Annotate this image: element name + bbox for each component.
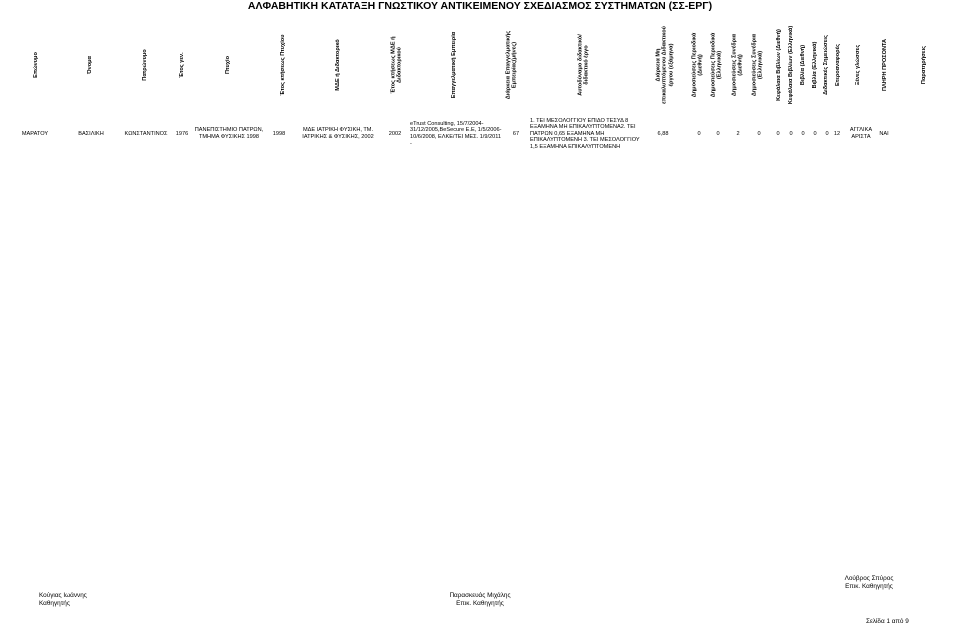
column-header-label: Δημοσιεύσεις Συνέδρια (Ελληνικά) <box>751 33 764 97</box>
cell-chapters-gr: 0 <box>789 130 793 137</box>
cell-citations: 12 <box>833 130 841 137</box>
cell-books-int: 0 <box>801 130 805 137</box>
cell-pub-conf-int: 2 <box>736 130 740 137</box>
signature-center-role: Επικ. Καθηγητής <box>456 600 504 607</box>
cell-degree: ΠΑΝΕΠΙΣΤΗΜΙΟ ΠΑΤΡΩΝ, ΤΜΗΜΑ ΦΥΣΙΚΗΣ 1998 <box>194 127 264 140</box>
column-header-label: Έτος γεν. <box>178 52 185 78</box>
column-header-label: Βιβλία (Ελληνικά) <box>811 41 818 89</box>
column-header <box>208 14 248 116</box>
cell-surname: ΜΑΡΑΤΟΥ <box>21 130 49 137</box>
column-header-label: Κεφάλαια Βιβλίων (Ελληνικά) <box>787 25 794 105</box>
signature-right <box>824 575 914 591</box>
column-header <box>904 14 944 116</box>
table-row <box>0 117 960 151</box>
column-header-label: Ξένες γλώσσες <box>854 44 861 86</box>
cell-pub-journals-int: 0 <box>697 130 701 137</box>
page-title: ΑΛΦΑΒΗΤΙΚΗ ΚΑΤΑΤΑΞΗ ΓΝΩΣΤΙΚΟΥ ΑΝΤΙΚΕΙΜΕΝΟΥ ΣΧΕΔΙΑΣΜΟΣ ΣΥΣΤΗΜΑΤΩΝ (ΣΣ-ΕΡΓ) <box>247 0 713 12</box>
column-header <box>434 14 474 116</box>
column-header-label: Ετεροαναφορές <box>834 43 841 87</box>
signature-center-name: Παρασκευάς Μιχάλης <box>449 592 511 599</box>
cell-experience-months: 67 <box>512 130 520 137</box>
column-header <box>318 14 358 116</box>
cell-chapters-int: 0 <box>776 130 780 137</box>
column-header <box>492 14 532 116</box>
cell-birth-year: 1976 <box>175 130 189 137</box>
column-header-label: Δημοσιεύσεις Συνέδρια (Διεθνή) <box>731 33 744 97</box>
column-header-label: Επαγγελματική Εμπειρία <box>450 31 457 99</box>
signature-center <box>420 592 540 608</box>
column-header <box>125 14 165 116</box>
column-header-label: Διάρκεια Επαγγελματικής Εμπειρίας(μήνες) <box>505 30 518 100</box>
column-header-label: Κεφάλαια Βιβλίων (Διεθνή) <box>775 29 782 101</box>
cell-pub-journals-gr: 0 <box>716 130 720 137</box>
column-header <box>377 14 417 116</box>
column-header-label: Διάρκεια Μη επικαλυπτόμενου Διδακτικού έργου (εξάμηνα) <box>655 26 675 104</box>
column-header-label: Βιβλία (Διεθνή) <box>799 44 806 86</box>
column-header-label: Διδακτικές Σημειώσεις <box>822 35 829 95</box>
column-header <box>865 14 905 116</box>
cell-teaching: 1. ΤΕΙ ΜΕΣΟΛΟΓΓΙΟΥ ΕΠΙΔΟ ΤΕΣΥΔ 8 ΕΞΑΜΗΝΑ ΜΗ ΕΠΙΚΑΛΥΠΤΟΜΕΝΑ2. ΤΕΙ ΠΑΤΡΩΝ 0,65 ΕΞΑΜΗΝΑ ΜΗ ΕΠΙΚΑΛΥΠΤΟΜΕΝΗ 3. ΤΕΙ ΜΕΣΟΛΟΓΓΙΟΥ 1,5 ΕΞΑΜΗΝΑ ΕΠΙΚΑΛΥΠΤΟΜΕΝΗ <box>530 117 640 150</box>
table-header <box>0 14 960 116</box>
column-header-label: Όνομα <box>86 55 93 75</box>
column-header-label: Έτος κτήσεως Πτυχίου <box>279 34 286 96</box>
column-header <box>162 14 202 116</box>
cell-name: ΒΑΣΙΛΙΚΗ <box>78 130 104 137</box>
column-header-label: Έτος κτήσεως ΜΔΕ ή Διδακτορικού <box>390 36 403 94</box>
cell-remarks <box>900 117 950 151</box>
cell-experience: eTrust Consulting, 15/7/2004-31/12/2005,BeSecure E.E, 1/5/2006-10/6/2008, ΕΛΚΕ/ΤΕΙ ΜΕΣ. 1/9/2011 - <box>410 120 502 147</box>
column-header-label: ΜΔΕ ή Διδακτορικό <box>334 39 341 91</box>
column-header-label: Δημοσιεύσεις Περιοδικά (Ελληνικά) <box>710 32 723 98</box>
column-header-label: Πτυχίο <box>224 56 231 74</box>
cell-notes: 0 <box>825 130 829 137</box>
column-header-label: Παρατηρήσεις <box>920 45 927 85</box>
signature-right-name: Λούβρος Σπύρος <box>844 575 894 582</box>
cell-msc-year: 2002 <box>388 130 402 137</box>
page-number: Σελίδα 1 από 9 <box>866 618 909 625</box>
signature-left-name: Κούγιας Ιωάννης <box>39 592 87 599</box>
column-header <box>70 14 110 116</box>
column-header-label: Δημοσιεύσεις Περιοδικά (Διεθνή) <box>691 32 704 98</box>
column-header-label: Πατρώνυμο <box>141 49 148 81</box>
signature-right-role: Επικ. Καθηγητής <box>845 583 893 590</box>
cell-languages: ΑΓΓΛΙΚΑ ΑΡΙΣΤΑ <box>849 127 873 140</box>
cell-msc: ΜΔΕ ΙΑΤΡΙΚΗ ΦΥΣΙΚΗ, ΤΜ. ΙΑΤΡΙΚΗΣ & ΦΥΣΙΚΗΣ, 2002 <box>302 127 374 140</box>
column-header <box>263 14 303 116</box>
cell-teaching-semesters: 6,88 <box>657 130 669 137</box>
column-header <box>16 14 56 116</box>
cell-father: ΚΩΝΣΤΑΝΤΙΝΟΣ <box>124 130 168 137</box>
column-header <box>564 14 604 116</box>
cell-pub-conf-gr: 0 <box>757 130 761 137</box>
signature-left <box>39 592 87 608</box>
signature-left-role: Καθηγητής <box>39 600 70 607</box>
cell-degree-year: 1998 <box>272 130 286 137</box>
cell-books-gr: 0 <box>813 130 817 137</box>
column-header-label: Επώνυμο <box>32 52 39 78</box>
column-header-label: Αυτοδύναμο διδακτικό/ διδακτικό έργο <box>577 34 590 96</box>
column-header-label: ΠΛΗΡΗ ΠΡΟΣΟΝΤΑ <box>881 38 888 92</box>
cell-full: ΝΑΙ <box>879 130 889 137</box>
